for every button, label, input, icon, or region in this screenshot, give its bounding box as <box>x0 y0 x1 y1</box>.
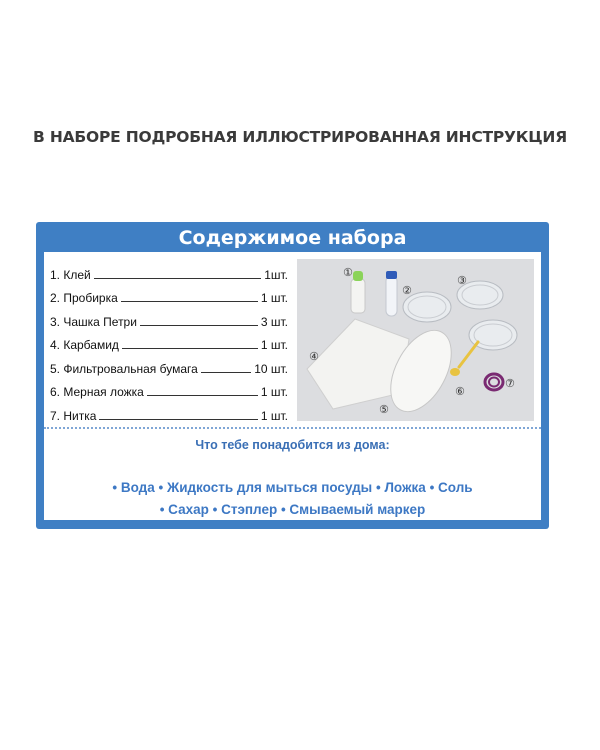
contents-list <box>50 258 288 423</box>
list-item: 1. Клей 1шт. <box>50 267 288 282</box>
photo-label-4: ④ <box>309 350 319 363</box>
photo-label-3: ③ <box>457 274 467 287</box>
kit-contents-photo <box>297 259 534 421</box>
card-body <box>44 252 541 520</box>
photo-label-2: ② <box>402 284 412 297</box>
home-items-line-1: • Вода • Жидкость для мыться посуды • Ложка • Соль <box>112 480 473 495</box>
list-item: 7. Нитка 1 шт. <box>50 408 288 423</box>
home-items-title: Что тебе понадобится из дома: <box>195 438 390 452</box>
list-item: 5. Фильтровальная бумага 10 шт. <box>50 361 288 376</box>
dotted-divider <box>44 427 541 429</box>
photo-label-1: ① <box>343 266 353 279</box>
photo-label-6: ⑥ <box>455 385 465 398</box>
list-item: 3. Чашка Петри 3 шт. <box>50 314 288 329</box>
photo-label-5: ⑤ <box>379 403 389 416</box>
home-items-line-2: • Сахар • Стэплер • Смываемый маркер <box>159 502 426 517</box>
list-item: 4. Карбамид 1 шт. <box>50 338 288 352</box>
list-item: 2. Пробирка 1 шт. <box>50 291 288 305</box>
list-item: 6. Мерная ложка 1 шт. <box>50 385 288 399</box>
instruction-headline: В НАБОРЕ ПОДРОБНАЯ ИЛЛЮСТРИРОВАННАЯ ИНСТРУКЦИЯ <box>33 128 567 146</box>
photo-label-7: ⑦ <box>505 377 515 390</box>
card-title: Содержимое набора <box>178 227 407 249</box>
kit-contents-card <box>36 222 549 529</box>
